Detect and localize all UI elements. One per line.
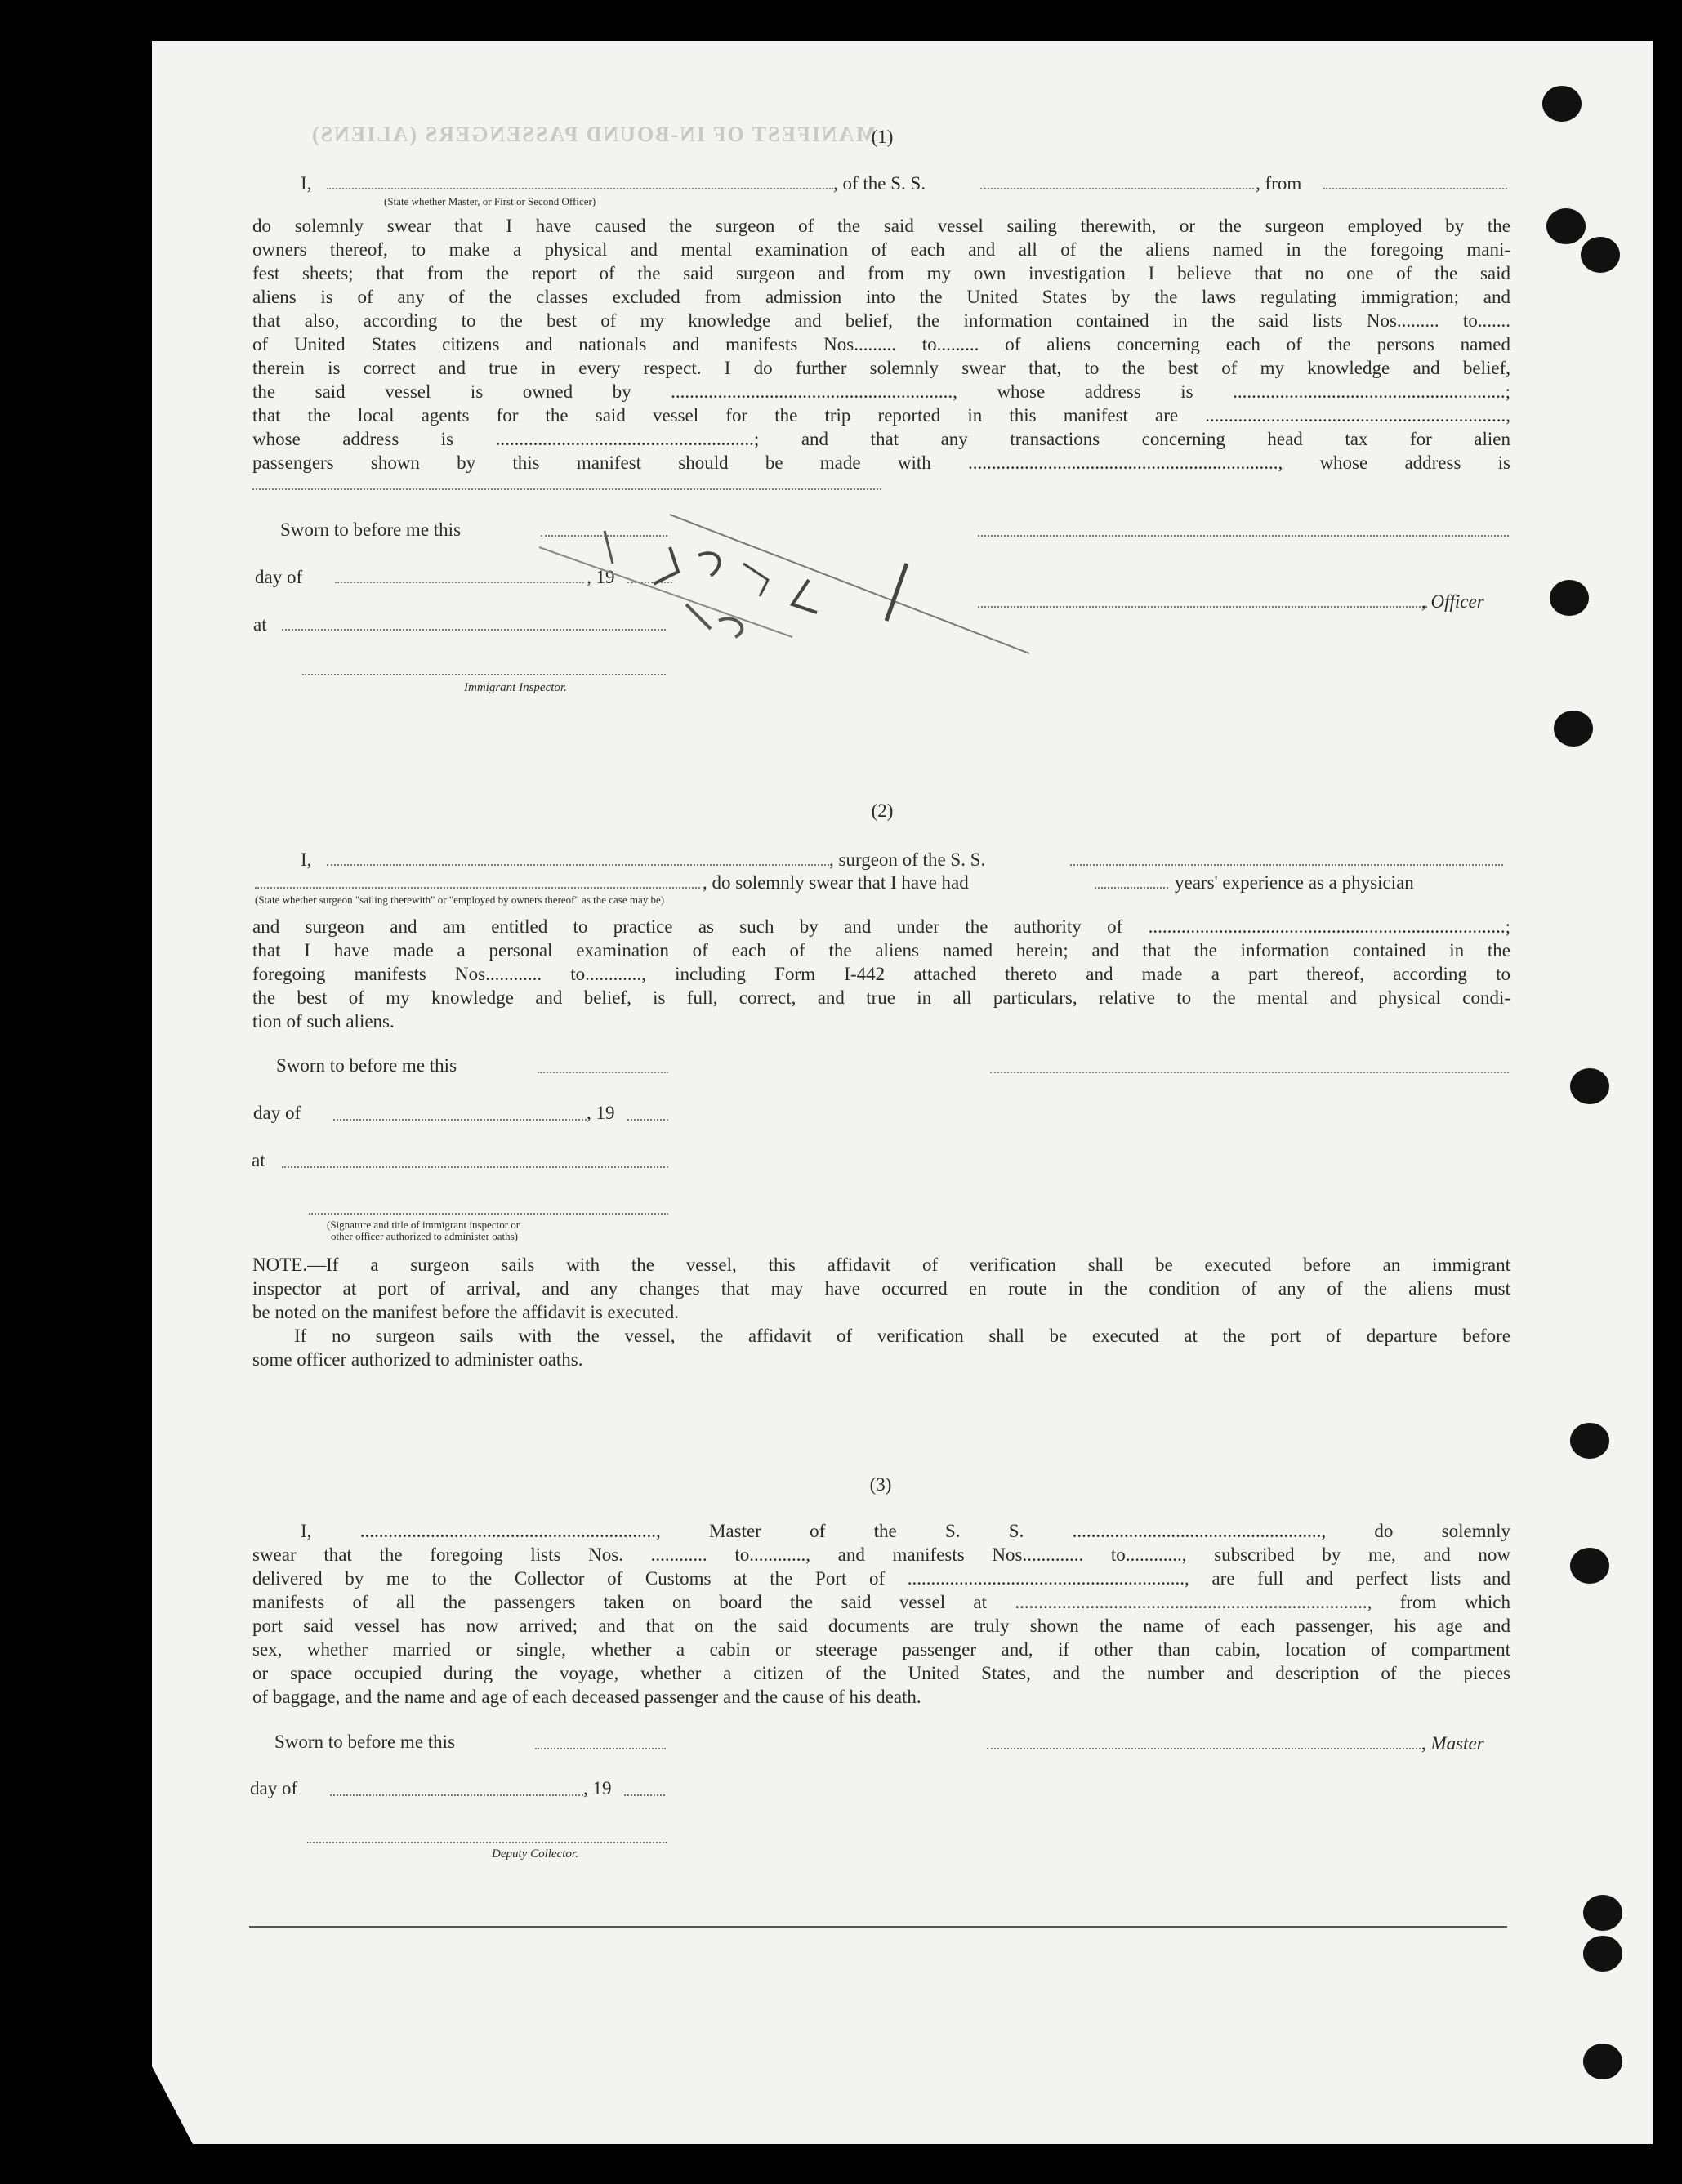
s3-line-2: delivered by me to the Collector of Customs at the Port of ..........................................................., are full and perfect lists and — [252, 1568, 1510, 1589]
punch-hole — [1550, 580, 1589, 616]
s2-note2-line-0: If no surgeon sails with the vessel, the affidavit of verification shall be executed at the port of departure before — [294, 1326, 1510, 1346]
punch-hole — [1581, 237, 1620, 273]
s1-officer-label: , Officer — [1421, 591, 1484, 612]
s2-line-3: the best of my knowledge and belief, is full, correct, and true in all particulars, relative to the mental and physical condi- — [252, 987, 1510, 1008]
s1-day-of-label: day of — [255, 567, 303, 587]
s2-surgeon-of-label: , surgeon of the S. S. — [829, 849, 986, 870]
s1-officer-note: (State whether Master, or First or Second Officer) — [384, 195, 596, 207]
s1-i-label: I, — [301, 173, 312, 194]
s1-line-8: that the local agents for the said vessel for the trip reported in this manifest are ................................................................, — [252, 405, 1510, 426]
punch-hole — [1570, 1548, 1609, 1584]
s2-years-field[interactable] — [1095, 887, 1168, 889]
s1-line-10: passengers shown by this manifest should be made with .................................................................., whose address is — [252, 452, 1510, 473]
s1-inspector-signature-field[interactable] — [302, 674, 666, 675]
s1-line-4: that also, according to the best of my knowledge and belief, the information contained in the said lists Nos......... to....... — [252, 310, 1510, 331]
s3-master-signature-field[interactable] — [987, 1748, 1424, 1749]
s3-line-0: I, ..............................................................., Master of the S. S. ....................................................., do solemnly — [301, 1521, 1510, 1541]
punch-hole — [1583, 2044, 1622, 2079]
section-2-number: (2) — [871, 800, 894, 821]
punch-hole — [1542, 86, 1582, 122]
s3-line-5: sex, whether married or single, whether a cabin or steerage passenger and, if other than cabin, location of compartment — [252, 1639, 1510, 1660]
s3-line-3: manifests of all the passengers taken on board the said vessel at ..........................................................................., from which — [252, 1592, 1510, 1612]
punch-hole — [1554, 711, 1593, 747]
s2-signature-field[interactable] — [990, 1072, 1509, 1073]
s3-deputy-signature-field[interactable] — [307, 1842, 667, 1843]
s2-surgeon-note: (State whether surgeon "sailing therewith" or "employed by owners thereof" as the case may be) — [255, 894, 665, 906]
punch-hole — [1546, 208, 1586, 244]
s3-line-1: swear that the foregoing lists Nos. ............ to............, and manifests Nos............. to............, subscribed by me, and now — [252, 1544, 1510, 1565]
s1-line-7: the said vessel is owned by ............................................................, whose address is ..........................................................; — [252, 381, 1510, 402]
s1-line-6: therein is correct and true in every respect. I do further solemnly swear that, to the best of my knowledge and belief, — [252, 358, 1510, 378]
s2-line-4: tion of such aliens. — [252, 1011, 395, 1032]
punch-hole — [1583, 1895, 1622, 1931]
s1-line-0: do solemnly swear that I have caused the surgeon of the said vessel sailing therewith, or the surgeon employed by the — [252, 216, 1510, 236]
s2-year-field[interactable] — [627, 1119, 668, 1121]
section-1-number: (1) — [871, 127, 894, 147]
s2-signature-note-1: (Signature and title of immigrant inspector or — [327, 1219, 520, 1231]
handwritten-scribble — [523, 498, 1046, 670]
s2-at-label: at — [252, 1150, 265, 1170]
s2-line-0: and surgeon and am entitled to practice as such by and under the authority of ............................................................................; — [252, 916, 1510, 937]
s1-head-tax-address-field[interactable] — [252, 488, 881, 490]
s1-inspector-label: Immigrant Inspector. — [464, 681, 567, 694]
s2-note-line-0: NOTE.—If a surgeon sails with the vessel, this affidavit of verification shall be executed before an immigrant — [252, 1255, 1510, 1275]
s2-sworn-label: Sworn to before me this — [276, 1055, 457, 1076]
folded-corner — [152, 2066, 193, 2144]
s1-line-5: of United States citizens and nationals and manifests Nos......... to......... of aliens concerning each of the persons named — [252, 334, 1510, 354]
punch-hole — [1583, 1936, 1622, 1972]
s3-day-of-field[interactable] — [330, 1794, 583, 1796]
s2-note2-line-1: some officer authorized to administer oaths. — [252, 1349, 583, 1370]
s2-signature-note-2: other officer authorized to administer oaths) — [331, 1230, 518, 1242]
s2-note-line-1: inspector at port of arrival, and any changes that may have occurred en route in the condition of any of the aliens must — [252, 1278, 1510, 1299]
s1-line-3: aliens is of any of the classes excluded from admission into the United States by the laws regulating immigration; and — [252, 287, 1510, 307]
s3-sworn-label: Sworn to before me this — [274, 1732, 456, 1752]
s2-surgeon-name-field[interactable] — [327, 864, 829, 866]
s1-officer-signature-line-top[interactable] — [978, 535, 1509, 537]
s1-line-1: owners thereof, to make a physical and mental examination of each and all of the aliens named in the foregoing mani- — [252, 239, 1510, 260]
s2-ship-name-field[interactable] — [1070, 864, 1503, 866]
s2-surgeon-status-field[interactable] — [255, 887, 700, 889]
s3-year-label: , 19 — [583, 1778, 612, 1798]
bleed-through-text: MANIFEST OF IN-BOUND PASSENGERS (ALIENS) — [310, 123, 877, 146]
s1-year-label: , 19 — [587, 567, 615, 587]
s2-year-label: , 19 — [587, 1103, 615, 1123]
s1-line-9: whose address is .......................................................; and that any transactions concerning head tax for alien — [252, 429, 1510, 449]
bottom-rule — [249, 1926, 1507, 1928]
s2-sworn-field[interactable] — [538, 1072, 668, 1073]
s2-at-field[interactable] — [282, 1166, 668, 1168]
s3-master-label: , Master — [1421, 1733, 1484, 1754]
s2-line-1: that I have made a personal examination of each of the aliens named herein; and that the information contained in the — [252, 940, 1510, 961]
s1-of-ss-label: , of the S. S. — [833, 173, 926, 194]
s2-day-of-field[interactable] — [333, 1119, 587, 1121]
s2-line-2: foregoing manifests Nos............ to............, including Form I-442 attached thereto and made a part thereof, according to — [252, 964, 1510, 984]
s1-ship-name-field[interactable] — [980, 188, 1254, 189]
s1-from-label: , from — [1256, 173, 1302, 194]
s3-line-6: or space occupied during the voyage, whether a citizen of the United States, and the number and description of the pieces — [252, 1663, 1510, 1683]
s3-line-4: port said vessel has now arrived; and that on the said documents are truly shown the name of each passenger, his age and — [252, 1616, 1510, 1636]
s3-deputy-label: Deputy Collector. — [492, 1847, 578, 1861]
s3-sworn-field[interactable] — [535, 1748, 666, 1749]
s1-at-label: at — [253, 614, 267, 635]
s2-day-of-label: day of — [253, 1103, 301, 1123]
punch-hole — [1570, 1423, 1609, 1459]
s1-from-port-field[interactable] — [1323, 188, 1507, 189]
punch-hole — [1570, 1068, 1609, 1104]
s1-officer-name-field[interactable] — [327, 188, 833, 189]
s3-line-7: of baggage, and the name and age of each deceased passenger and the cause of his death. — [252, 1687, 921, 1707]
s3-year-field[interactable] — [624, 1794, 665, 1796]
s2-years-label: years' experience as a physician — [1175, 872, 1414, 893]
s3-day-of-label: day of — [250, 1778, 298, 1798]
s2-swear-label: , do solemnly swear that I have had — [703, 872, 969, 893]
s1-sworn-label: Sworn to before me this — [280, 519, 462, 540]
s2-inspector-signature-field[interactable] — [309, 1213, 668, 1215]
section-3-number: (3) — [869, 1474, 892, 1495]
s1-line-2: fest sheets; that from the report of the said surgeon and from my own investigation I believe that no one of the said — [252, 263, 1510, 283]
s2-i-label: I, — [301, 849, 312, 870]
s2-note-line-2: be noted on the manifest before the affidavit is executed. — [252, 1302, 679, 1322]
